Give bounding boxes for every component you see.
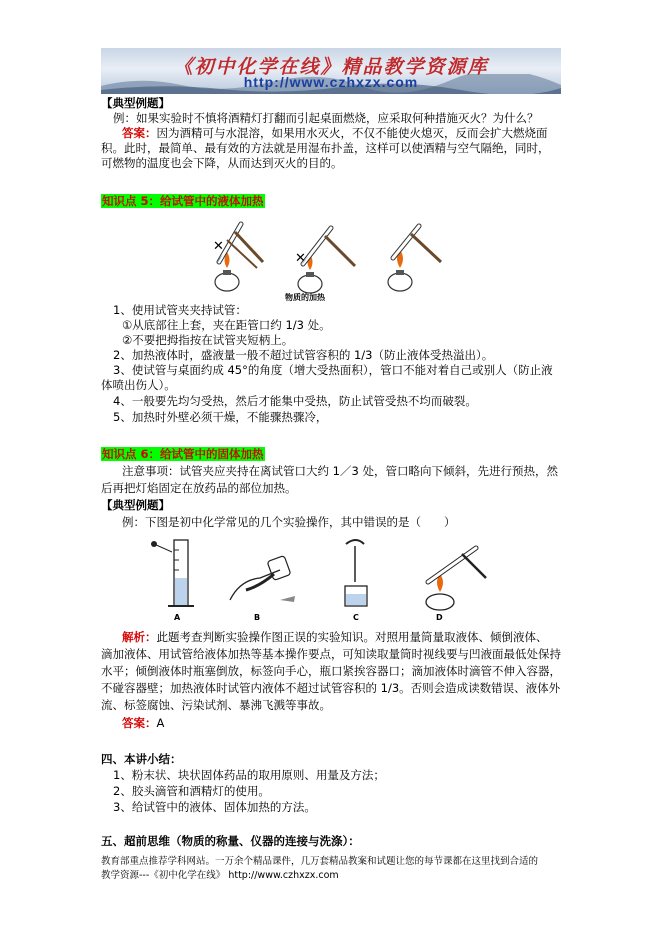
kp5-item: 3、使试管与桌面约成 45°的角度（增大受热面积），管口不能对着自己或别人（防止液 — [113, 363, 553, 377]
heating-setup-1 — [213, 224, 263, 291]
analysis-line-4: 不碰容器壁；加热液体时试管内液体不超过试管容积的 1/3。否则会造成读数错误、液体外 — [101, 681, 561, 695]
kp5-item: 4、一般要先均匀受热，然后才能集中受热，防止试管受热不均而破裂。 — [113, 394, 477, 408]
svg-text:✕: ✕ — [295, 251, 306, 266]
heating-setup-3 — [388, 226, 441, 291]
operation-b-pouring — [230, 556, 295, 622]
summary-item: 1、粉末状、块状固体药品的取用原则、用量及方法； — [113, 768, 385, 782]
kp5-item: 5、加热时外壁必须干燥，不能骤热骤冷， — [113, 410, 328, 424]
footer-prefix: 教学资源---《初中化学在线》 — [101, 870, 226, 881]
operation-c-dropper — [345, 540, 367, 622]
kp6-question: 例：下图是初中化学常见的几个实验操作，其中错误的是（ ） — [122, 515, 456, 529]
analysis-line-2: 滴加液体、用试管给液体加热等基本操作要点，可知读取量筒时视线要与凹液面最低处保持 — [101, 647, 561, 661]
answer-line — [122, 126, 548, 140]
answer-line-3: 可燃物的温度也会下降，从而达到灭火的目的。 — [101, 156, 343, 170]
answer-line-2: 积。此时，最简单、最有效的方法就是用湿布扑盖，这样可以使酒精与空气隔绝，同时， — [101, 141, 550, 155]
footer-line-2 — [101, 869, 339, 883]
analysis-text-1: 此题考查判断实验操作图正误的实验知识。对照用量筒量取液体、倾倒液体、 — [156, 630, 548, 644]
analysis-line-5: 流、标签腐蚀、污染试剂、暴沸飞溅等事故。 — [101, 698, 331, 712]
kp6-title — [101, 447, 265, 461]
kp6-example-header: 【典型例题】 — [101, 498, 170, 512]
operation-a-cylinder — [151, 540, 194, 622]
footer-line-1: 教育部重点推荐学科网站。一万余个精品课件，几万套精品教案和试题让您的每节课都在这里找到合适的 — [101, 856, 539, 867]
kp5-item: 2、加热液体时，盛液量一般不超过试管容积的 1/3（防止液体受热溢出）。 — [113, 348, 494, 362]
kp5-title-text: 知识点 5：给试管中的液体加热 — [102, 194, 264, 208]
summary-item: 3、给试管中的液体、固体加热的方法。 — [113, 800, 316, 814]
example-header: 【典型例题】 — [101, 96, 170, 110]
answer-label: 答案： — [122, 126, 157, 140]
liquid-heating-figure — [205, 210, 455, 305]
header-banner — [101, 48, 561, 94]
banner-title: 《初中化学在线》精品教学资源库 — [173, 56, 489, 78]
summary-title: 四、本讲小结： — [101, 752, 182, 766]
kp5-item: ①从底部往上套，夹在距管口约 1/3 处。 — [122, 318, 331, 332]
svg-text:✕: ✕ — [213, 239, 224, 254]
kp6-answer-label: 答案： — [122, 716, 157, 730]
answer-text: 因为酒精可与水混溶，如果用水灭火，不仅不能使火熄灭，反而会扩大燃烧面 — [156, 126, 548, 140]
label-a: A — [174, 613, 181, 622]
kp6-title-text: 知识点 6：给试管中的固体加热 — [102, 447, 264, 461]
example-question: 例：如果实验时不慎将酒精灯打翻而引起桌面燃烧，应采取何种措施灭火？为什么？ — [113, 111, 539, 125]
kp5-title — [101, 194, 265, 208]
kp6-note-1: 注意事项：试管夹应夹持在离试管口大约 1／3 处，管口略向下倾斜，先进行预热，然 — [122, 464, 558, 478]
analysis-line-1 — [122, 630, 548, 644]
banner-url[interactable]: http://www.czhxzx.com — [243, 74, 419, 90]
analysis-line-3: 水平；倾倒液体时瓶塞倒放，标签向手心，瓶口紧挨容器口；滴加液体时滴管不伸入容器， — [101, 664, 561, 678]
label-b: B — [254, 613, 261, 622]
label-d: D — [436, 613, 443, 622]
kp5-item: 体喷出伤人）。 — [101, 378, 176, 392]
heating-setup-2 — [295, 228, 355, 293]
kp6-answer-value: A — [156, 716, 165, 730]
footer-url[interactable]: http://www.czhxzx.com — [228, 870, 339, 881]
analysis-label: 解析： — [122, 630, 157, 644]
label-c: C — [353, 613, 359, 622]
kp5-item: ②不要把拇指按在试管夹短柄上。 — [122, 333, 294, 347]
kp6-answer — [122, 716, 164, 730]
kp6-note-2: 后再把灯焰固定在放药品的部位加热。 — [101, 481, 297, 495]
summary-item: 2、胶头滴管和酒精灯的使用。 — [113, 784, 270, 798]
kp5-item: 1、使用试管夹夹持试管： — [113, 303, 247, 317]
operations-figure — [150, 530, 490, 622]
figure-caption: 物质的加热 — [285, 293, 325, 302]
operation-d-heating — [426, 548, 486, 622]
preview-title: 五、超前思维（物质的称量、仪器的连接与洗涤）： — [101, 834, 360, 848]
